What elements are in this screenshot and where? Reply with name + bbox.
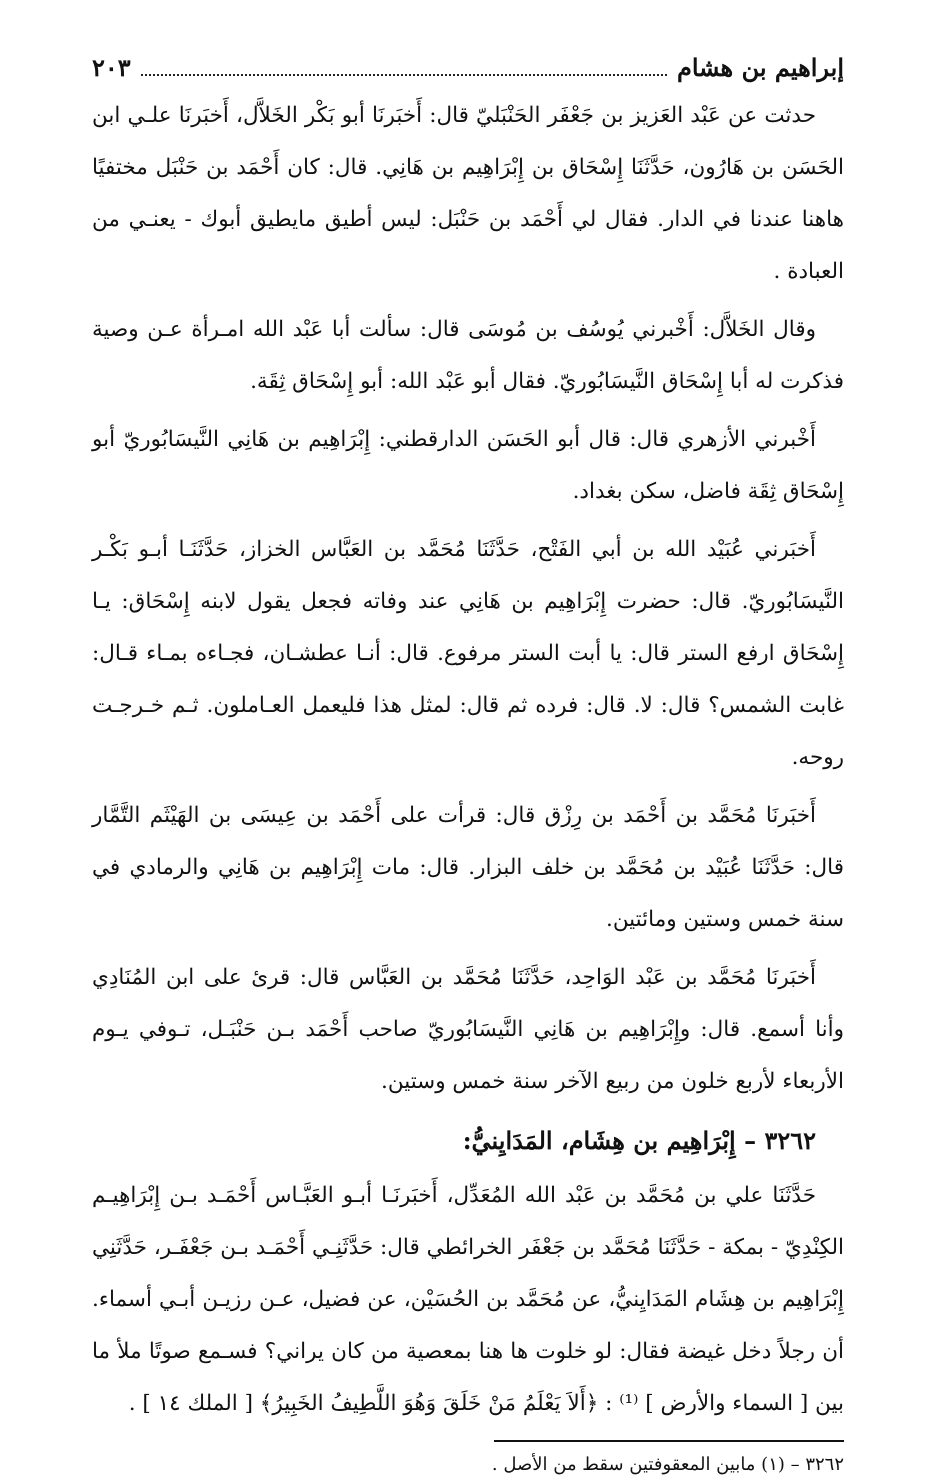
book-page: [92, 48, 844, 1480]
paragraph: أَخبَرنَا مُحَمَّد بن عَبْد الوَاحِد، حَدَّثَنَا مُحَمَّد بن العَبَّاس قال: قرئ على ابن المُنَادِي وأنا أسمع. قال: وإِبْرَاهِيم بن هَانِي النَّيسَابُوريّ صاحب أَحْمَد بـن حَنْبَـل، تـوفي يـوم الأربعاء لأربع خلون من ربيع الآخر سنة خمس وستين.: [92, 965, 844, 1094]
paragraph: أَخبَرنَا مُحَمَّد بن أَحْمَد بن رِزْق قال: قرأت على أَحْمَد بن عِيسَى بن الهَيْثَم التَّمَّار قال: حَدَّثَنَا عُبَيْد بن مُحَمَّد بن خلف البزار. قال: مات إِبْرَاهِيم بن هَانِي والرمادي في سنة خمس وستين ومائتين.: [92, 803, 844, 932]
leader-dots: [141, 74, 667, 76]
running-head: [92, 48, 844, 88]
entry-paragraph: حَدَّثَنَا علي بن مُحَمَّد بن عَبْد الله المُعَدِّل، أَخبَرنَـا أبـو العَبَّـاس أَحْمَـد بـن إِبْرَاهِيـم الكِنْدِيّ - بمكة - حَدَّثَنَا مُحَمَّد بن جَعْفَر الخرائطي قال: حَدَّثَنِـي أَحْمَـد بـن جَعْفَـر، حَدَّثَنِي إِبْرَاهِيم بن هِشَام المَدَايِنيُّ، عن مُحَمَّد بن الحُسَيْن، عن فضيل، عـن رزيـن أبـي أسماء. أن رجلاً دخل غيضة فقال: لو خلوت ها هنا بمعصية من كان يراني؟ فسـمع صوتًا ملأ ما بين [ السماء والأرض ] ⁽¹⁾ : ﴿أَلاَ يَعْلَمُ مَنْ خَلَقَ وَهُوَ اللَّطِيفُ الخَبِيرُ﴾ [ الملك ١٤ ] .: [92, 1183, 844, 1416]
page-number: ٢٠٣: [92, 53, 131, 82]
paragraph: حدثت عن عَبْد العَزيز بن جَعْفَر الحَنْبَليّ قال: أَخبَرنَا أبو بَكْر الخَلاَّل، أَخبَرنَا علـي ابن الحَسَن بن هَارُون، حَدَّثَنَا إِسْحَاق بن إِبْرَاهِيم بن هَانِي. قال: كان أَحْمَد بن حَنْبَل مختفيًا هاهنا عندنا في الدار. فقال لي أَحْمَد بن حَنْبَل: ليس أطيق مايطيق أبوك - يعنـي من العبادة .: [92, 103, 844, 284]
footnote-divider: [494, 1440, 844, 1442]
footnote: ٣٢٦٢ – (١) مابين المعقوفتين سقط من الأصل .: [491, 1454, 844, 1475]
entry-heading: ٣٢٦٢ – إِبْرَاهِيم بن هِشَام، المَدَايِنيُّ:: [462, 1126, 816, 1155]
running-head-title: إبراهيم بن هشام: [676, 53, 844, 82]
paragraph: أَخبَرني عُبَيْد الله بن أبي الفَتْح، حَدَّثَنَا مُحَمَّد بن العَبَّاس الخزاز، حَدَّثَنَـا أبـو بَكْـر النَّيسَابُوريّ. قال: حضرت إِبْرَاهِيم بن هَانِي عند وفاته فجعل يقول لابنه إِسْحَاق: يـا إِسْحَاق ارفع الستر قال: يا أبت الستر مرفوع. قال: أنـا عطشـان، فجـاءه بمـاء قـال: غابت الشمس؟ قال: لا. قال: فرده ثم قال: لمثل هذا فليعمل العـاملون. ثـم خـرجـت روحه.: [92, 537, 844, 770]
paragraph: أَخْبرني الأزهري قال: قال أبو الحَسَن الدارقطني: إِبْرَاهِيم بن هَانِي النَّيسَابُوريّ أبو إِسْحَاق ثِقَة فاضل، سكن بغداد.: [92, 427, 844, 504]
paragraph: وقال الخَلاَّل: أَخْبرني يُوسُف بن مُوسَى قال: سألت أبا عَبْد الله امـرأة عـن وصية فذكرت له أبا إِسْحَاق النَّيسَابُوريّ. فقال أبو عَبْد الله: أبو إِسْحَاق ثِقَة.: [92, 317, 844, 394]
